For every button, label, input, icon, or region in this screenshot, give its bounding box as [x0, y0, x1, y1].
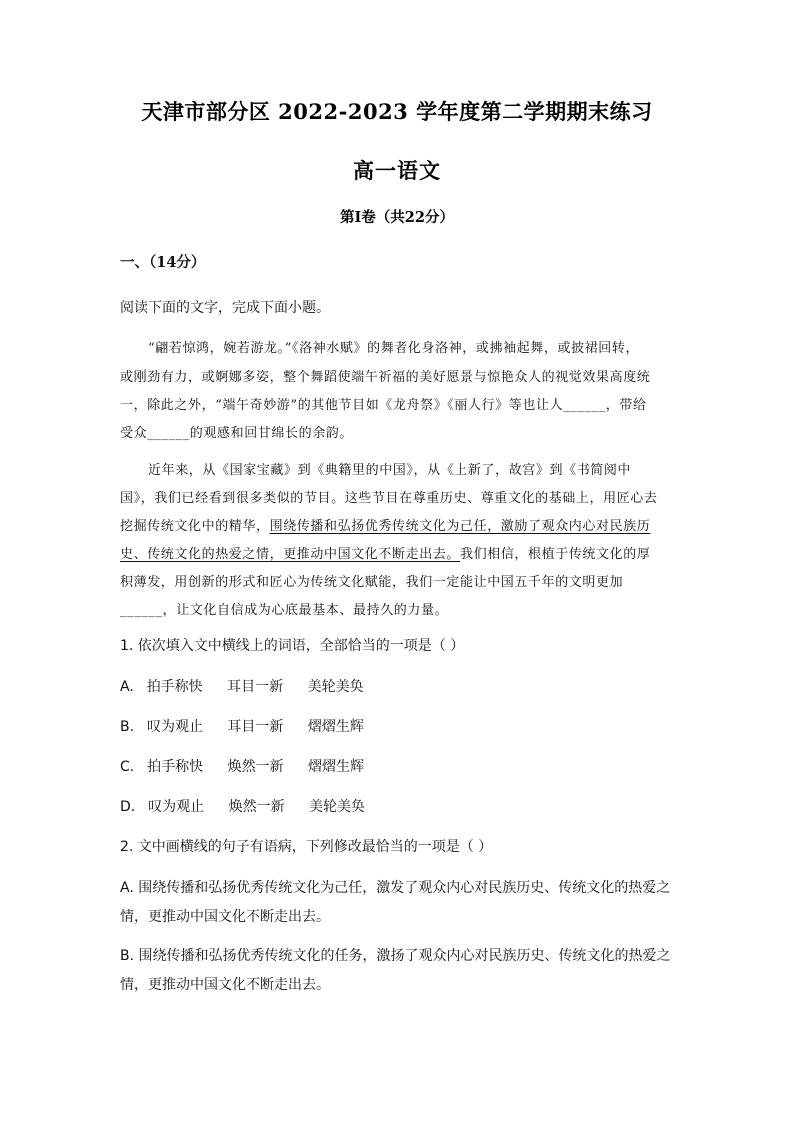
passage-p2-line6: ______，让文化自信成为心底最基本、最持久的力量。	[120, 603, 449, 618]
underlined-sentence-part1: 围绕传播和弘扬优秀传统文化为己任，激励了观众内心对民族历	[269, 519, 651, 534]
underlined-sentence-part2: 史、传统文化的热爱之情，更推动中国文化不断走出去。	[120, 547, 461, 562]
section-label: 一、（14分）	[120, 254, 206, 271]
option-letter: B.	[120, 719, 135, 735]
passage-p2-line4-plain: 我们相信，根植于传统文化的厚	[460, 547, 651, 562]
passage-p2-line3	[120, 515, 650, 534]
q1-option-d[interactable]	[120, 796, 365, 816]
q2-option-b-line2: 情，更推动中国文化不断走出去。	[120, 977, 330, 993]
option-word-1: 拍手称快	[146, 679, 203, 695]
option-word-2: 焕然一新	[227, 759, 284, 775]
passage-p1-line1: “翩若惊鸿，婉若游龙。”《洛神水赋》的舞者化身洛神，或拂袖起舞，或披裙回转，	[148, 341, 640, 356]
q1-option-c[interactable]	[120, 756, 364, 776]
q2-option-a-line1[interactable]: A. 围绕传播和弘扬优秀传统文化为己任，激发了观众内心对民族历史、传统文化的热爱之	[120, 880, 671, 896]
passage-p1-line3: 一，除此之外，“端午奇妙游”的其他节目如《龙舟祭》《丽人行》等也让人______，带给	[120, 398, 647, 413]
exam-title: 天津市部分区 2022-2023 学年度第二学期期末练习	[141, 99, 653, 124]
option-word-2: 耳目一新	[227, 719, 284, 735]
option-word-2: 焕然一新	[228, 799, 285, 815]
question-1-stem: 1. 依次填入文中横线上的词语，全部恰当的一项是（ ）	[120, 638, 465, 654]
q2-option-a-line2: 情，更推动中国文化不断走出去。	[120, 909, 330, 925]
q1-option-a[interactable]	[120, 676, 364, 696]
passage-p2-line1: 近年来，从《国家宝藏》到《典籍里的中国》，从《上新了，故宫》到《书简阅中	[148, 463, 632, 478]
option-letter: D.	[120, 799, 136, 815]
option-word-3: 美轮美奂	[309, 799, 366, 815]
option-word-2: 耳目一新	[227, 679, 284, 695]
passage-p1-line2: 或刚劲有力，或婀娜多姿，整个舞蹈使端午祈福的美好愿景与惊艳众人的视觉效果高度统	[120, 370, 651, 385]
passage-p2-line3-plain: 挖掘传统文化中的精华，	[120, 519, 270, 534]
q2-option-b-line1[interactable]: B. 围绕传播和弘扬优秀传统文化的任务，激扬了观众内心对民族历史、传统文化的热爱之	[120, 948, 671, 964]
option-letter: C.	[120, 759, 135, 775]
question-2-stem: 2. 文中画横线的句子有语病，下列修改最恰当的一项是（ ）	[120, 839, 493, 855]
passage-p2-line2: 国》，我们已经看到很多类似的节目。这些节目在尊重历史、尊重文化的基础上，用匠心去	[120, 491, 658, 506]
option-word-1: 叹为观止	[146, 719, 203, 735]
subject-title: 高一语文	[353, 158, 441, 183]
q1-option-b[interactable]	[120, 716, 364, 736]
option-word-1: 拍手称快	[147, 759, 204, 775]
option-word-1: 叹为观止	[148, 799, 205, 815]
option-word-3: 熠熠生辉	[308, 759, 365, 775]
passage-p2-line4	[120, 543, 650, 562]
reading-instruction: 阅读下面的文字，完成下面小题。	[120, 300, 330, 316]
option-word-3: 美轮美奂	[307, 679, 364, 695]
option-word-3: 熠熠生辉	[307, 719, 364, 735]
passage-p2-line5: 积薄发，用创新的形式和匠心为传统文化赋能，我们一定能让中国五千年的文明更加	[120, 575, 624, 590]
passage-p1-line4: 受众______的观感和回甘绵长的余韵。	[120, 426, 354, 441]
option-letter: A.	[120, 679, 134, 695]
volume-heading: 第Ⅰ卷（共22分）	[340, 209, 454, 226]
